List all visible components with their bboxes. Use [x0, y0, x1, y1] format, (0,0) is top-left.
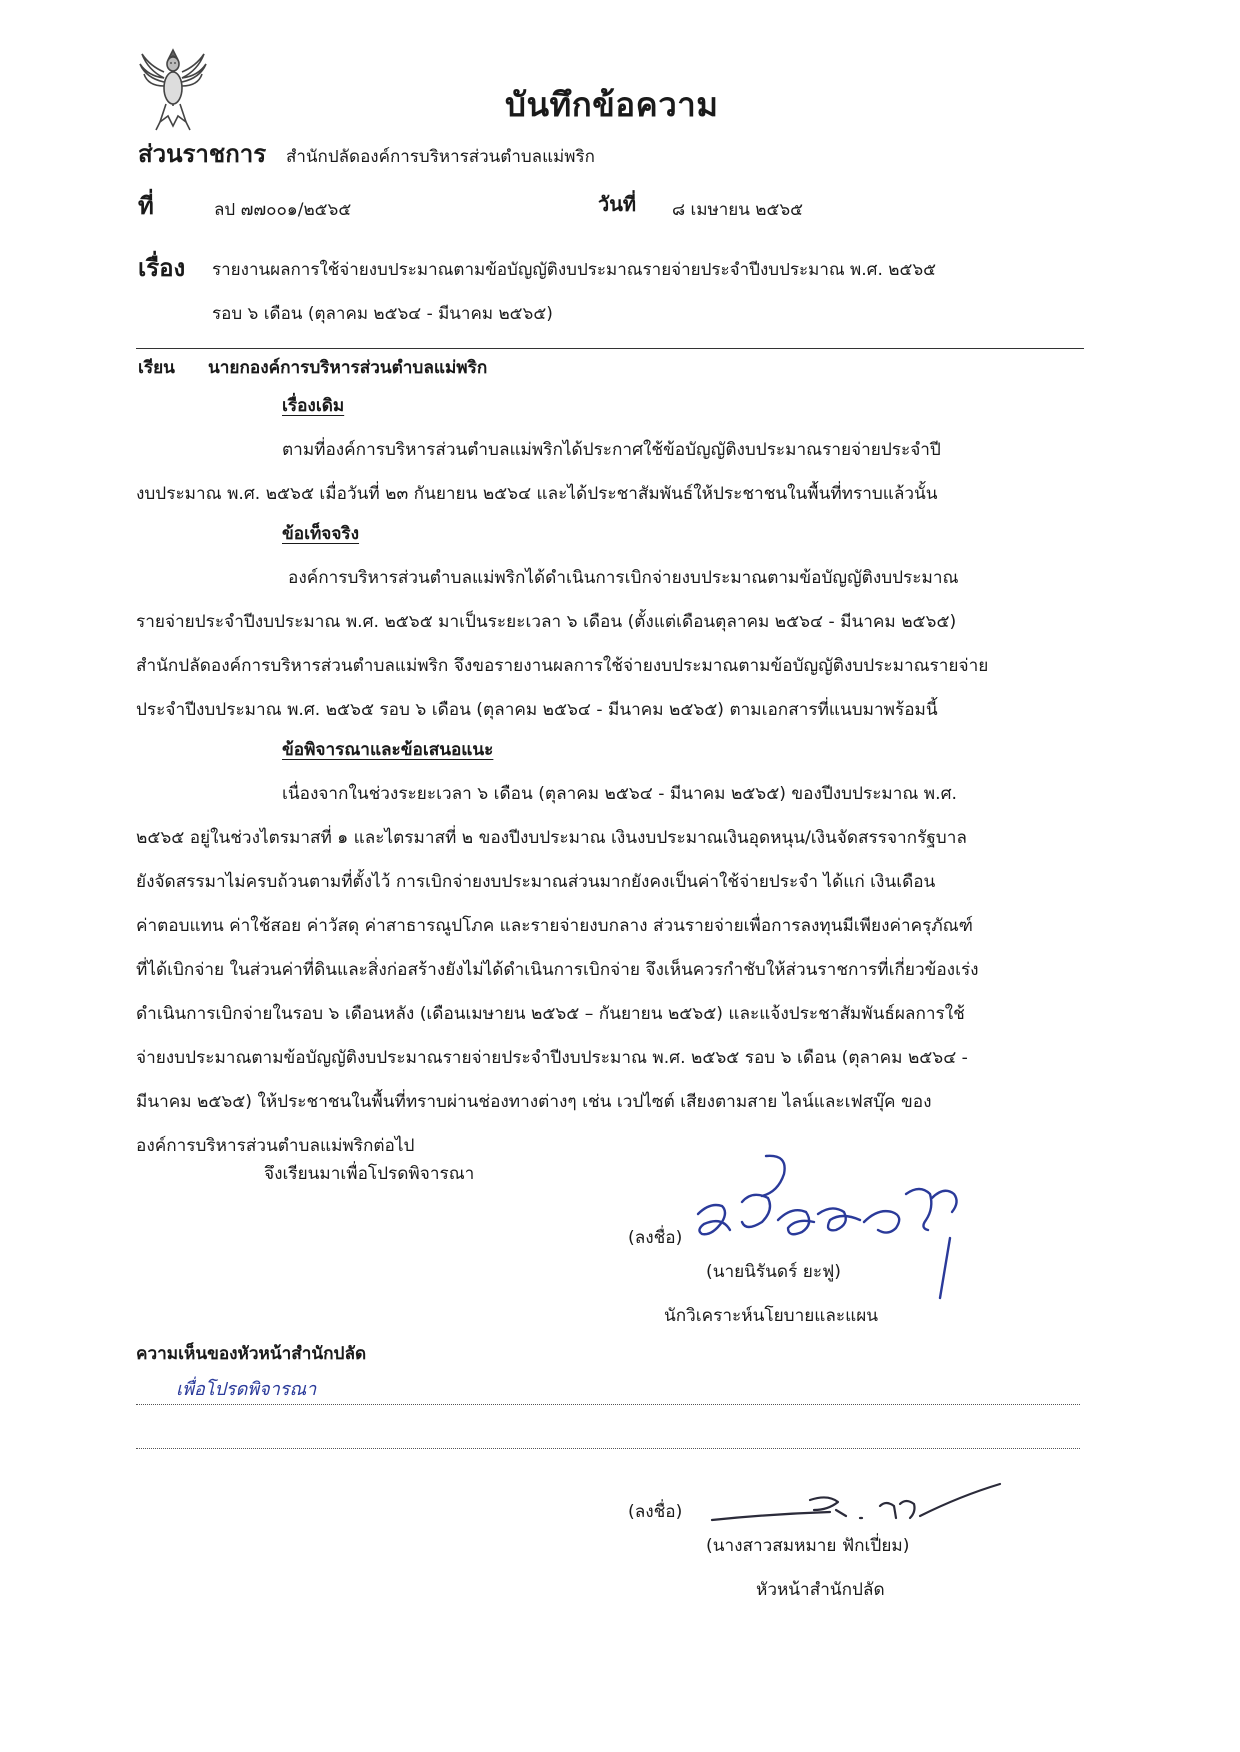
paragraph-line: รายจ่ายประจำปีงบประมาณ พ.ศ. ๒๕๖๕ มาเป็นระยะเวลา ๖ เดือน (ตั้งแต่เดือนตุลาคม ๒๕๖๔ - มีนาคม ๒๕๖๕)	[136, 612, 957, 632]
signature-2-label: (ลงชื่อ)	[628, 1502, 683, 1522]
signature-1-name: (นายนิรันดร์ ยะฟู)	[706, 1262, 841, 1282]
subject-line-2: รอบ ๖ เดือน (ตุลาคม ๒๕๖๔ - มีนาคม ๒๕๖๕)	[212, 304, 553, 324]
signature-2-handwritten	[710, 1470, 1010, 1540]
paragraph-line: องค์การบริหารส่วนตำบลแม่พริกต่อไป	[136, 1136, 415, 1156]
ref-value: ลป ๗๗๐๐๑/๒๕๖๕	[214, 200, 352, 220]
paragraph-line: ประจำปีงบประมาณ พ.ศ. ๒๕๖๕ รอบ ๖ เดือน (ตุลาคม ๒๕๖๔ - มีนาคม ๒๕๖๕) ตามเอกสารที่แนบมาพร้อมนี้	[136, 700, 938, 720]
agency-label: ส่วนราชการ	[138, 140, 267, 168]
date-value: ๘ เมษายน ๒๕๖๕	[672, 200, 804, 220]
paragraph-line: ยังจัดสรรมาไม่ครบถ้วนตามที่ตั้งไว้ การเบิกจ่ายงบประมาณส่วนมากยังคงเป็นค่าใช้จ่ายประจำ ได้แก่ เงินเดือน	[136, 872, 936, 892]
agency-value: สำนักปลัดองค์การบริหารส่วนตำบลแม่พริก	[286, 147, 595, 167]
paragraph-line: องค์การบริหารส่วนตำบลแม่พริกได้ดำเนินการเบิกจ่ายงบประมาณตามข้อบัญญัติงบประมาณ	[288, 568, 959, 588]
paragraph-line: จ่ายงบประมาณตามข้อบัญญัติงบประมาณรายจ่ายประจำปีงบประมาณ พ.ศ. ๒๕๖๕ รอบ ๖ เดือน (ตุลาคม ๒๕๖๔ -	[136, 1048, 968, 1068]
opinion-heading: ความเห็นของหัวหน้าสำนักปลัด	[136, 1344, 367, 1364]
signature-2-position: หัวหน้าสำนักปลัด	[756, 1580, 885, 1600]
section-heading-background: เรื่องเดิม	[282, 396, 345, 416]
ref-label: ที่	[138, 192, 154, 220]
opinion-line-1	[136, 1404, 1080, 1405]
memo-title: บันทึกข้อความ	[505, 85, 719, 124]
to-label: เรียน	[138, 358, 175, 378]
paragraph-line: สำนักปลัดองค์การบริหารส่วนตำบลแม่พริก จึงขอรายงานผลการใช้จ่ายงบประมาณตามข้อบัญญัติงบประมาณรายจ่าย	[136, 656, 989, 676]
date-label: วันที่	[598, 192, 637, 216]
paragraph-line: ค่าตอบแทน ค่าใช้สอย ค่าวัสดุ ค่าสาธารณูปโภค และรายจ่ายงบกลาง ส่วนรายจ่ายเพื่อการลงทุนมีเพียงค่าครุภัณฑ์	[136, 916, 973, 936]
signature-2-name: (นางสาวสมหมาย ฟักเปี่ยม)	[706, 1536, 910, 1556]
signature-1-label: (ลงชื่อ)	[628, 1228, 683, 1248]
paragraph-line: มีนาคม ๒๕๖๕) ให้ประชาชนในพื้นที่ทราบผ่านช่องทางต่างๆ เช่น เวปไซต์ เสียงตามสาย ไลน์และเฟสบุ๊ค ของ	[136, 1092, 932, 1112]
paragraph-line: เนื่องจากในช่วงระยะเวลา ๖ เดือน (ตุลาคม ๒๕๖๔ - มีนาคม ๒๕๖๕) ของปีงบประมาณ พ.ศ.	[282, 784, 957, 804]
closing-line: จึงเรียนมาเพื่อโปรดพิจารณา	[264, 1164, 475, 1184]
garuda-emblem-icon	[138, 44, 208, 132]
paragraph-line: ดำเนินการเบิกจ่ายในรอบ ๖ เดือนหลัง (เดือนเมษายน ๒๕๖๕ – กันยายน ๒๕๖๕) และแจ้งประชาสัมพันธ์ผลการใช้	[136, 1004, 965, 1024]
paragraph-line: ที่ได้เบิกจ่าย ในส่วนค่าที่ดินและสิ่งก่อสร้างยังไม่ได้ดำเนินการเบิกจ่าย จึงเห็นควรกำชับให้ส่วนราชการที่เกี่ยวข้องเร่ง	[136, 960, 979, 980]
signature-1-position: นักวิเคราะห์นโยบายและแผน	[664, 1306, 879, 1326]
section-heading-facts: ข้อเท็จจริง	[282, 524, 360, 544]
opinion-line-2	[136, 1448, 1080, 1449]
to-value: นายกองค์การบริหารส่วนตำบลแม่พริก	[208, 358, 488, 378]
paragraph-line: ตามที่องค์การบริหารส่วนตำบลแม่พริกได้ประกาศใช้ข้อบัญญัติงบประมาณรายจ่ายประจำปี	[282, 440, 941, 460]
subject-label: เรื่อง	[138, 254, 186, 282]
subject-line-1: รายงานผลการใช้จ่ายงบประมาณตามข้อบัญญัติงบประมาณรายจ่ายประจำปีงบประมาณ พ.ศ. ๒๕๖๕	[212, 260, 936, 280]
header-divider	[136, 348, 1084, 349]
opinion-handwritten: เพื่อโปรดพิจารณา	[176, 1379, 317, 1400]
section-heading-considerations: ข้อพิจารณาและข้อเสนอแนะ	[282, 740, 494, 760]
paragraph-line: งบประมาณ พ.ศ. ๒๕๖๕ เมื่อวันที่ ๒๓ กันยายน ๒๕๖๔ และได้ประชาสัมพันธ์ให้ประชาชนในพื้นที่ทราบแล้วนั้น	[136, 484, 938, 504]
paragraph-line: ๒๕๖๕ อยู่ในช่วงไตรมาสที่ ๑ และไตรมาสที่ ๒ ของปีงบประมาณ เงินงบประมาณเงินอุดหนุน/เงินจัดสรรจากรัฐบาล	[136, 828, 967, 848]
